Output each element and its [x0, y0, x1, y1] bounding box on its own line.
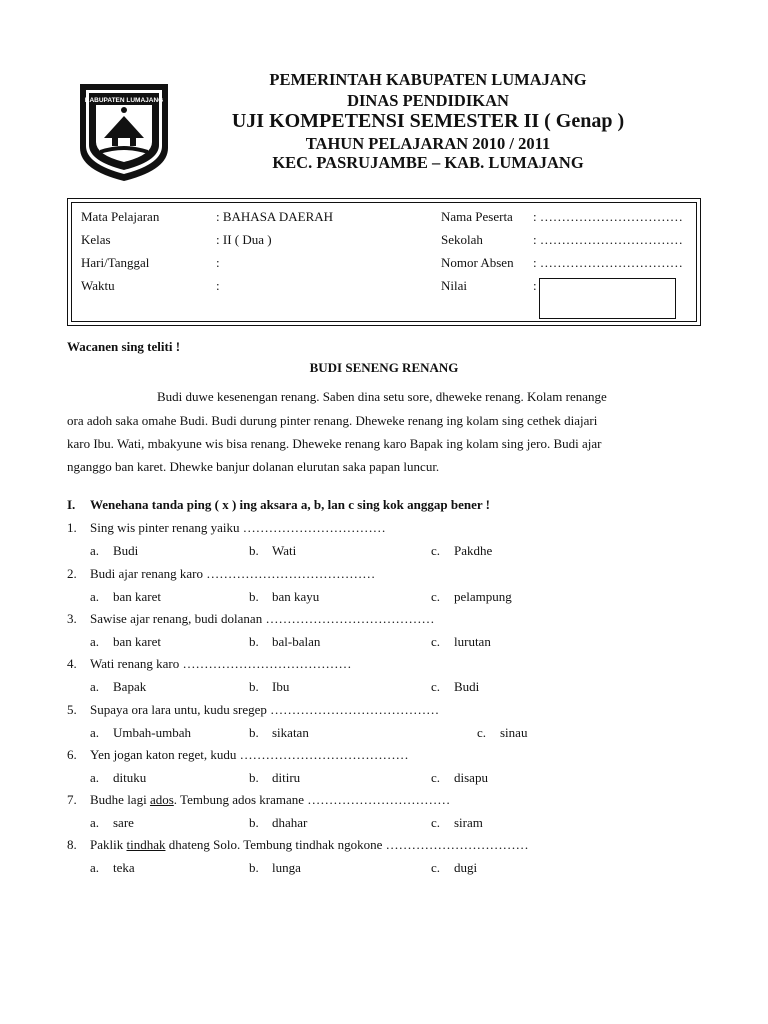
option-c-text[interactable]: Budi: [454, 679, 480, 694]
option-c-text[interactable]: pelampung: [454, 589, 512, 604]
option-b-letter[interactable]: b.: [249, 725, 259, 740]
option-b-text[interactable]: Wati: [272, 543, 297, 558]
question-text-pre: Yen jogan katon reget, kudu: [90, 747, 240, 762]
info-name-label: Nama Peserta: [441, 209, 513, 224]
option-b-letter[interactable]: b.: [249, 815, 259, 830]
question-text-pre: Budi ajar renang karo: [90, 566, 207, 581]
question-text-post: . Tembung ados kramane: [173, 792, 308, 807]
question-text: [90, 747, 409, 763]
option-b-letter[interactable]: b.: [249, 634, 259, 649]
info-subject-label: Mata Pelajaran: [81, 209, 160, 224]
option-a-text[interactable]: Umbah-umbah: [113, 725, 191, 740]
option-a-letter[interactable]: a.: [90, 679, 100, 694]
answer-blank: ……………………………: [307, 792, 451, 807]
option-a-letter[interactable]: a.: [90, 634, 100, 649]
story-line: ora adoh saka omahe Budi. Budi durung pinter renang. Dheweke renang ing kolam sing cethek diajari: [67, 413, 598, 428]
question-text-pre: Paklik: [90, 837, 127, 852]
option-b-text[interactable]: ditiru: [272, 770, 301, 785]
info-absence-label: Nomor Absen: [441, 255, 514, 270]
section-number: I.: [67, 497, 76, 512]
option-b-letter[interactable]: b.: [249, 770, 259, 785]
option-c-text[interactable]: dugi: [454, 860, 478, 875]
option-a-letter[interactable]: a.: [90, 770, 100, 785]
question-text: [90, 611, 434, 627]
header-government: PEMERINTAH KABUPATEN LUMAJANG: [269, 70, 587, 89]
info-class-label: Kelas: [81, 232, 111, 247]
option-c-letter[interactable]: c.: [431, 543, 441, 558]
option-c-letter[interactable]: c.: [431, 815, 441, 830]
info-school-label: Sekolah: [441, 232, 483, 247]
info-absence-field[interactable]: : ……………………………: [533, 255, 683, 270]
answer-blank: …………………………………: [206, 566, 376, 581]
answer-blank: ……………………………: [242, 520, 386, 535]
option-c-text[interactable]: siram: [454, 815, 483, 830]
option-b-text[interactable]: dhahar: [272, 815, 308, 830]
student-info-box: [67, 198, 701, 326]
answer-blank: …………………………………: [265, 611, 435, 626]
info-name-field[interactable]: : ……………………………: [533, 209, 683, 224]
option-c-letter[interactable]: c.: [431, 634, 441, 649]
option-b-text[interactable]: lunga: [272, 860, 301, 875]
header-school-year: TAHUN PELAJARAN 2010 / 2011: [305, 134, 551, 153]
option-b-letter[interactable]: b.: [249, 679, 259, 694]
story-line: karo Ibu. Wati, mbakyune wis bisa renang. Dheweke renang karo Bapak ing kolam sing jero. Budi ajar: [67, 436, 602, 451]
option-a-letter[interactable]: a.: [90, 815, 100, 830]
option-b-text[interactable]: Ibu: [272, 679, 290, 694]
option-c-letter[interactable]: c.: [431, 770, 441, 785]
question-number: 1.: [67, 520, 77, 535]
info-subject-value: : BAHASA DAERAH: [216, 209, 334, 224]
info-date-value: :: [216, 255, 220, 270]
question-text: [90, 520, 386, 536]
student-info-inner: [71, 202, 697, 322]
option-a-letter[interactable]: a.: [90, 860, 100, 875]
question-text-pre: Supaya ora lara untu, kudu sregep: [90, 702, 271, 717]
option-c-letter[interactable]: c.: [431, 860, 441, 875]
option-a-text[interactable]: Budi: [113, 543, 139, 558]
option-c-text[interactable]: Pakdhe: [454, 543, 493, 558]
option-b-text[interactable]: bal-balan: [272, 634, 321, 649]
question-text-pre: Sawise ajar renang, budi dolanan: [90, 611, 266, 626]
question-number: 5.: [67, 702, 77, 717]
story-line: Budi duwe kesenengan renang. Saben dina setu sore, dheweke renang. Kolam renange: [157, 389, 607, 404]
section-instruction: Wenehana tanda ping ( x ) ing aksara a, b, lan c sing kok anggap bener !: [90, 497, 490, 512]
question-underlined-word: ados: [149, 792, 174, 807]
option-c-letter[interactable]: c.: [431, 589, 441, 604]
info-school-field[interactable]: : ……………………………: [533, 232, 683, 247]
option-c-letter[interactable]: c.: [477, 725, 487, 740]
info-time-label: Waktu: [81, 278, 115, 293]
reading-instruction: Wacanen sing teliti !: [67, 339, 181, 354]
question-number: 6.: [67, 747, 77, 762]
question-text: [90, 702, 439, 718]
question-text-post: dhateng Solo. Tembung tindhak ngokone: [165, 837, 386, 852]
question-number: 8.: [67, 837, 77, 852]
option-c-text[interactable]: disapu: [454, 770, 488, 785]
info-time-value: :: [216, 278, 220, 293]
option-b-text[interactable]: ban kayu: [272, 589, 320, 604]
info-score-colon: :: [533, 278, 537, 293]
question-text: [90, 837, 529, 853]
question-text: [90, 792, 450, 808]
info-date-label: Hari/Tanggal: [81, 255, 150, 270]
score-box[interactable]: [539, 278, 676, 319]
info-score-label: Nilai: [441, 278, 467, 293]
story-line: nganggo ban karet. Dhewke banjur dolanan elurutan saka papan luncur.: [67, 459, 440, 474]
info-class-value: : II ( Dua ): [216, 232, 272, 247]
option-b-letter[interactable]: b.: [249, 589, 259, 604]
option-c-text[interactable]: sinau: [500, 725, 528, 740]
question-number: 3.: [67, 611, 77, 626]
question-number: 7.: [67, 792, 77, 807]
option-a-text[interactable]: ban karet: [113, 634, 162, 649]
answer-blank: …………………………………: [270, 702, 440, 717]
question-number: 4.: [67, 656, 77, 671]
question-text: [90, 656, 351, 672]
option-b-letter[interactable]: b.: [249, 543, 259, 558]
option-a-text[interactable]: sare: [113, 815, 134, 830]
option-c-letter[interactable]: c.: [431, 679, 441, 694]
question-number: 2.: [67, 566, 77, 581]
question-text-pre: Sing wis pinter renang yaiku: [90, 520, 243, 535]
svg-text:KABUPATEN LUMAJANG: KABUPATEN LUMAJANG: [84, 97, 164, 104]
story-title: BUDI SENENG RENANG: [309, 360, 459, 375]
kabupaten-lumajang-logo-icon: [74, 78, 174, 184]
option-a-letter[interactable]: a.: [90, 725, 100, 740]
option-b-letter[interactable]: b.: [249, 860, 259, 875]
question-text: [90, 566, 375, 582]
answer-blank: …………………………………: [239, 747, 409, 762]
header-district: KEC. PASRUJAMBE – KAB. LUMAJANG: [272, 153, 584, 172]
question-text-pre: Budhe lagi: [90, 792, 150, 807]
option-b-text[interactable]: sikatan: [272, 725, 309, 740]
answer-blank: …………………………………: [182, 656, 352, 671]
header-exam-title: UJI KOMPETENSI SEMESTER II ( Genap ): [231, 110, 625, 132]
option-a-letter[interactable]: a.: [90, 543, 100, 558]
answer-blank: ……………………………: [385, 837, 529, 852]
option-a-text[interactable]: teka: [113, 860, 135, 875]
option-a-text[interactable]: ban karet: [113, 589, 162, 604]
option-a-letter[interactable]: a.: [90, 589, 100, 604]
option-a-text[interactable]: Bapak: [113, 679, 147, 694]
question-text-pre: Wati renang karo: [90, 656, 183, 671]
option-a-text[interactable]: dituku: [113, 770, 147, 785]
header-department: DINAS PENDIDIKAN: [347, 91, 509, 110]
question-underlined-word: tindhak: [126, 837, 166, 852]
option-c-text[interactable]: lurutan: [454, 634, 491, 649]
